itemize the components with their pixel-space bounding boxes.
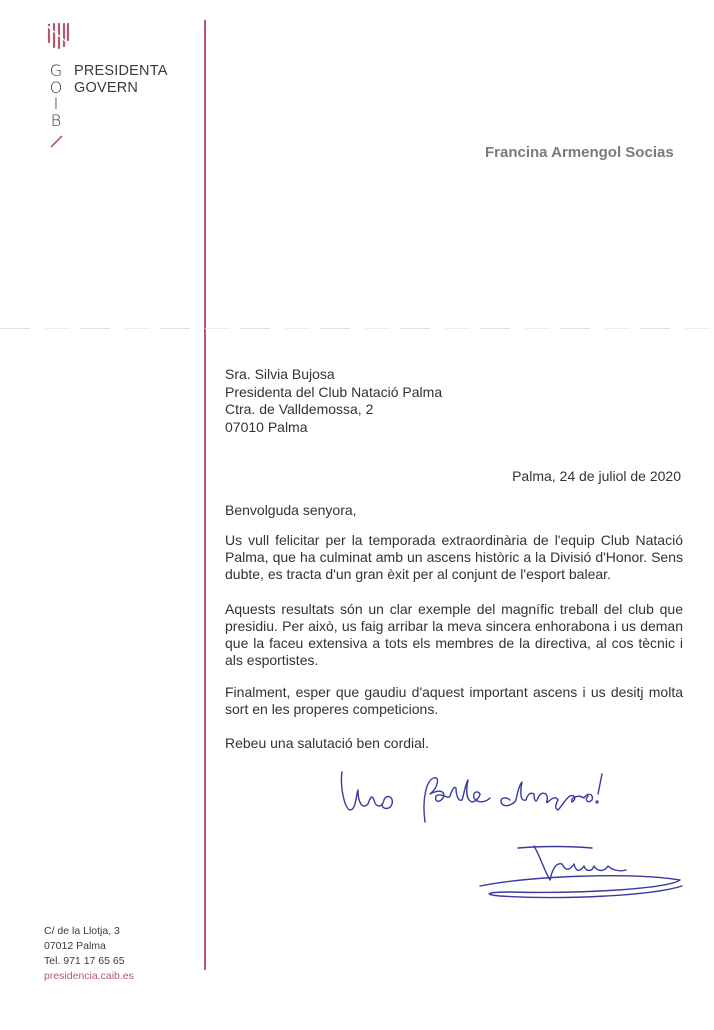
signature-stroke bbox=[534, 846, 626, 880]
closing bbox=[225, 735, 683, 752]
department-name bbox=[74, 63, 168, 96]
handwritten-note-and-signature bbox=[330, 760, 700, 910]
paragraph-text: Aquests resultats són un clar exemple del magnífic treball del club que presidiu. Per això, us faig arribar la meva sincera enhorabona i us deman que la faceu extensiva a tots els membres de la directiva, al cos tècnic i als esportistes. bbox=[225, 601, 683, 668]
fold-line bbox=[0, 328, 714, 329]
logo-slash-icon bbox=[48, 133, 66, 149]
paragraph-text: Us vull felicitar per la temporada extraordinària de l'equip Club Natació Palma, que ha culminat amb un ascens històric a la Divisió d'Honor. Sens dubte, es tracta d'un gran èxit per al conjunt de l'esport balear. bbox=[225, 532, 683, 582]
logo-letter: O bbox=[49, 77, 63, 97]
paragraph-2 bbox=[225, 601, 683, 669]
footer-phone: Tel. 971 17 65 65 bbox=[44, 955, 125, 967]
footer-address: C/ de la Llotja, 3 bbox=[44, 925, 120, 937]
handwriting-stroke bbox=[598, 774, 602, 794]
closing-text: Rebeu una salutació ben cordial. bbox=[225, 735, 429, 751]
letter-date: Palma, 24 de juliol de 2020 bbox=[512, 468, 681, 484]
signature-stroke bbox=[518, 847, 592, 849]
logo-letter: G bbox=[49, 61, 63, 80]
coat-of-arms-icon bbox=[46, 22, 70, 50]
footer-contact bbox=[44, 924, 134, 984]
footer-city: 07012 Palma bbox=[44, 940, 106, 952]
footer-website-link[interactable]: presidencia.caib.es bbox=[44, 970, 134, 982]
logo-letter: B bbox=[50, 110, 62, 130]
recipient-address bbox=[225, 366, 442, 436]
recipient-line: Ctra. de Valldemossa, 2 bbox=[225, 401, 374, 417]
vertical-rule bbox=[204, 20, 206, 970]
handwriting-stroke bbox=[501, 782, 592, 810]
handwriting-stroke bbox=[424, 778, 490, 822]
sender-name: Francina Armengol Socias bbox=[485, 144, 674, 161]
logo-letter: I bbox=[53, 94, 59, 113]
handwriting-stroke bbox=[596, 801, 598, 803]
paragraph-1 bbox=[225, 532, 683, 583]
paragraph-3 bbox=[225, 684, 683, 718]
salutation-text: Benvolguda senyora, bbox=[225, 502, 357, 518]
handwriting-stroke bbox=[341, 772, 392, 810]
recipient-line: Sra. Silvia Bujosa bbox=[225, 366, 335, 382]
recipient-line: 07010 Palma bbox=[225, 418, 308, 435]
recipient-line: Presidenta del Club Natació Palma bbox=[225, 383, 443, 400]
signature-stroke bbox=[480, 876, 682, 898]
salutation bbox=[225, 502, 683, 519]
paragraph-text: Finalment, esper que gaudiu d'aquest important ascens i us desitj molta sort en les properes competicions. bbox=[225, 684, 683, 717]
department-line: GOVERN bbox=[74, 79, 139, 96]
goib-logo-letters bbox=[47, 63, 65, 129]
department-line: PRESIDENTA bbox=[74, 63, 168, 79]
